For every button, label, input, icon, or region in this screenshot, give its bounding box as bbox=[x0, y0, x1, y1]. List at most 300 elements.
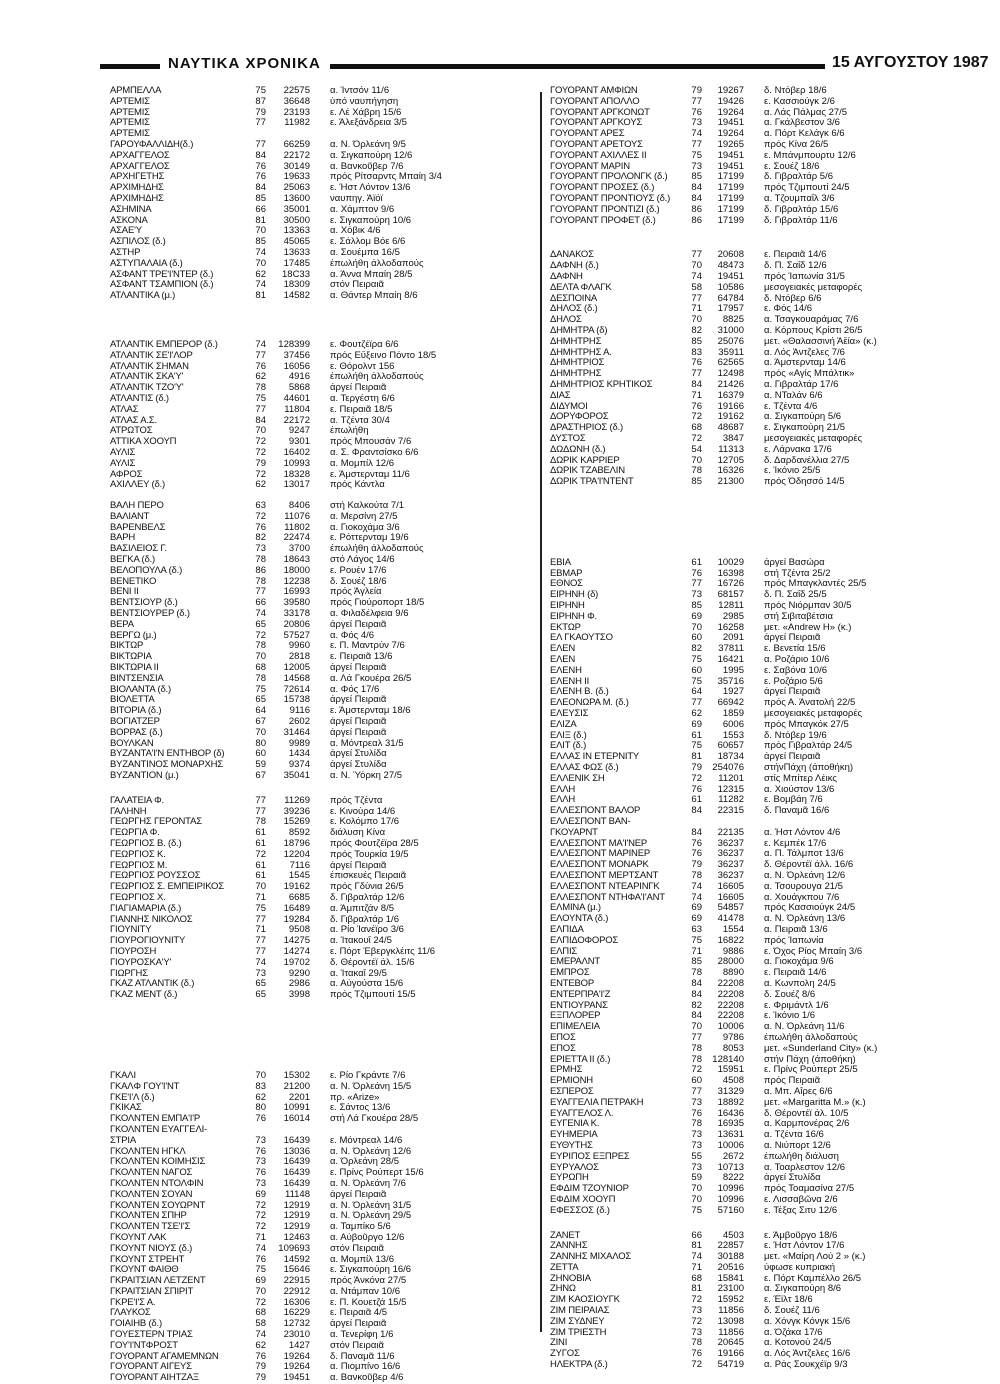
build-year: 74 bbox=[691, 129, 702, 140]
ship-status: ε. Λισσαβῶνα 2/6 bbox=[764, 1194, 838, 1205]
ship-status: άργεί Πειραιᾶ bbox=[330, 1189, 387, 1200]
ship-name: ΒΕΝΤΣΙΟΥΡ (δ.) bbox=[110, 598, 178, 609]
build-year: 74 bbox=[255, 1330, 266, 1341]
ship-name: ΒΥΖΑΝΤΙΟΝ (μ.) bbox=[110, 771, 179, 782]
ship-row bbox=[110, 1114, 520, 1125]
ship-row bbox=[110, 512, 520, 523]
ship-row bbox=[110, 1255, 520, 1266]
ship-name: ΕΥΑΓΓΕΛΟΣ Λ. bbox=[550, 1108, 614, 1119]
ship-status: α. Ροζάριο 10/6 bbox=[764, 655, 830, 666]
ship-name: ΔΗΛΟΣ (δ.) bbox=[550, 304, 598, 315]
build-year: 85 bbox=[255, 193, 266, 204]
ship-row bbox=[550, 731, 960, 742]
build-year: 76 bbox=[255, 1146, 266, 1157]
build-year: 60 bbox=[691, 633, 702, 644]
build-year: 69 bbox=[255, 1189, 266, 1200]
build-year: 68 bbox=[691, 1273, 702, 1284]
ship-row bbox=[110, 1136, 520, 1147]
tonnage: 10993 bbox=[283, 458, 310, 469]
build-year: 75 bbox=[691, 150, 702, 161]
ship-status: ε. Σουέζ 18/6 bbox=[764, 161, 820, 172]
ship-status: δ. Π. Σαΐδ 25/5 bbox=[764, 590, 827, 601]
tonnage: 37456 bbox=[283, 350, 310, 361]
build-year: 72 bbox=[255, 1297, 266, 1308]
tonnage: 4916 bbox=[288, 372, 310, 383]
ship-row bbox=[550, 698, 960, 709]
ship-row bbox=[550, 623, 960, 634]
build-year: 78 bbox=[255, 673, 266, 684]
tonnage: 44601 bbox=[283, 393, 310, 404]
ship-row bbox=[110, 969, 520, 980]
ship-row bbox=[110, 1352, 520, 1363]
ship-name: ΕΝΤΙΟΥΡΑΝΣ bbox=[550, 1000, 608, 1011]
ship-name: ΕΛΛΕΣΠΟΝΤ ΜΑ'Ι'ΝΕΡ bbox=[550, 838, 648, 849]
ship-status: άργεί Πειραιᾶ bbox=[330, 1319, 387, 1330]
ship-name: ΒΑΛΗ ΠΕΡΟ bbox=[110, 501, 164, 512]
build-year: 78 bbox=[691, 968, 702, 979]
ship-row bbox=[550, 806, 960, 817]
ship-row bbox=[550, 1098, 960, 1109]
build-year: 76 bbox=[691, 107, 702, 118]
ship-name: ΓΟΥΟΡΑΝΤ ΠΡΟΝΤΙΖΙ (δ.) bbox=[550, 204, 660, 215]
ship-row bbox=[110, 237, 520, 248]
ship-row bbox=[110, 1093, 520, 1104]
build-year: 69 bbox=[691, 611, 702, 622]
ship-status: ύφωσε κυπριακή bbox=[764, 1262, 836, 1273]
ship-status: ε. Όχος Ρίος Μπαίη 3/6 bbox=[764, 946, 863, 957]
build-year: 74 bbox=[255, 957, 266, 968]
ship-name: ΑΡΧΗΓΕΤΗΣ bbox=[110, 172, 165, 183]
build-year: 72 bbox=[255, 630, 266, 641]
ship-row bbox=[110, 470, 520, 481]
ship-status: άργεί Πειραιᾶ bbox=[764, 687, 821, 698]
ship-status: στήν Πάχη (άποθήκη) bbox=[764, 1054, 856, 1065]
ship-name: ΓΟΥ'Ι'ΝΤΦΡΟΣΤ bbox=[110, 1340, 178, 1351]
ship-name: ΓΟΥΟΡΑΝΤ ΑΓΑΜΕΜΝΩΝ bbox=[110, 1351, 219, 1362]
tonnage: 16306 bbox=[283, 1297, 310, 1308]
ship-list-section bbox=[550, 86, 960, 226]
ship-status: πρός Εὔξεινο Πόντο 18/5 bbox=[330, 350, 437, 361]
build-year: 61 bbox=[255, 871, 266, 882]
ship-status: α. Κοτονού 24/5 bbox=[764, 1338, 832, 1349]
ship-status: πρός Μπαγκόκ 27/5 bbox=[764, 719, 849, 730]
ship-row bbox=[110, 1233, 520, 1244]
ship-status: α. Κωνπολη 24/5 bbox=[764, 978, 836, 989]
ship-status: α. Όζάκα 17/6 bbox=[764, 1327, 823, 1338]
ship-status: πρός Πειραιᾶ bbox=[764, 1076, 821, 1087]
tonnage: 12811 bbox=[718, 601, 744, 612]
ship-row bbox=[550, 97, 960, 108]
ship-row bbox=[110, 904, 520, 915]
ship-name: ΑΡΜΠΕΛΛΑ bbox=[110, 86, 162, 96]
ship-status: α. Ν. Όρλεάνη 9/5 bbox=[330, 139, 406, 150]
ship-row bbox=[110, 372, 520, 383]
ship-row bbox=[110, 1298, 520, 1309]
tonnage: 23010 bbox=[283, 1330, 310, 1341]
tonnage: 11282 bbox=[718, 795, 744, 806]
build-year: 70 bbox=[255, 882, 266, 893]
ship-name: ΗΛΕΚΤΡΑ (δ.) bbox=[550, 1360, 608, 1371]
ship-name: ΒΟΥΛΚΑΝ bbox=[110, 738, 154, 749]
tonnage: 16439 bbox=[283, 1168, 310, 1179]
ship-row bbox=[110, 129, 520, 140]
ship-row bbox=[550, 644, 960, 655]
ship-status: έπωλήθη άλλοδαπούς bbox=[330, 372, 424, 383]
ship-row bbox=[550, 1119, 960, 1130]
tonnage: 28000 bbox=[717, 957, 744, 968]
ship-status: στή Λά Γκουέρα 28/5 bbox=[330, 1114, 419, 1125]
ship-status: άργεί Στυλίδα bbox=[330, 749, 387, 760]
tonnage: 2986 bbox=[288, 979, 310, 990]
tonnage: 10029 bbox=[717, 557, 744, 568]
ship-status: α. Ν. Όρλεάνη 7/6 bbox=[330, 1178, 406, 1189]
ship-name: ΓΙΟΥΡΟΣΚΑ'Υ' bbox=[110, 957, 172, 968]
tonnage: 12705 bbox=[717, 455, 744, 466]
ship-status: α. Τοαρλεστον 12/6 bbox=[764, 1162, 845, 1173]
ship-name: ΖΑΝΝΗΣ ΜΙΧΑΛΟΣ bbox=[550, 1252, 632, 1263]
ship-status bbox=[754, 817, 960, 828]
build-year: 77 bbox=[255, 936, 266, 947]
ship-status: μετ. «Margaritta M.» (κ.) bbox=[764, 1097, 866, 1108]
ship-row bbox=[110, 1265, 520, 1276]
tonnage: 64784 bbox=[717, 293, 744, 304]
ship-name: ΒΕΡΑ bbox=[110, 619, 134, 630]
tonnage: 21200 bbox=[283, 1081, 310, 1092]
ship-row bbox=[550, 348, 960, 359]
tonnage: 22208 bbox=[717, 1011, 744, 1022]
tonnage: 36237 bbox=[717, 860, 744, 871]
ship-row bbox=[110, 426, 520, 437]
ship-name: ΓΙΩΡΓΗΣ bbox=[110, 968, 148, 979]
build-year: 61 bbox=[255, 860, 266, 871]
header-left-rule bbox=[100, 64, 160, 69]
build-year: 76 bbox=[691, 358, 702, 369]
ship-status: ε. Λέ Χάβρη 15/6 bbox=[330, 107, 402, 118]
build-year: 77 bbox=[691, 579, 702, 590]
tonnage: 20516 bbox=[717, 1262, 744, 1273]
ship-name: ΓΟΥΟΡΑΝΤ ΑΡΓΚΟΥΣ bbox=[550, 118, 643, 129]
tonnage: 22172 bbox=[283, 415, 310, 426]
ship-name: ΓΟΥΟΡΑΝΤ ΠΡΟΦΕΤ (δ.) bbox=[550, 215, 656, 226]
ship-row bbox=[550, 1022, 960, 1033]
tonnage: 19451 bbox=[717, 271, 744, 282]
ship-row bbox=[550, 118, 960, 129]
ship-name: ΔΗΛΟΣ bbox=[550, 315, 582, 326]
ship-name: ΕΛΕΥΣΙΣ bbox=[550, 709, 589, 720]
build-year: 72 bbox=[255, 469, 266, 480]
build-year: 70 bbox=[691, 315, 702, 326]
ship-name: ΖΙΜ ΚΑΟΣΙΟΥΓΚ bbox=[550, 1295, 620, 1306]
ship-name: ΑΡΤΕΜΙΣ bbox=[110, 118, 150, 129]
ship-name: ΓΚΑΖ ΑΤΛΑΝΤΙΚ (δ.) bbox=[110, 979, 195, 990]
ship-list-section bbox=[110, 501, 520, 782]
ship-name: ΕΛΠΙΣ bbox=[550, 946, 578, 957]
ship-status: δ. Σουέζ 18/6 bbox=[330, 576, 387, 587]
ship-status: στή Σιβιταβέτσια bbox=[764, 611, 833, 622]
build-year: 76 bbox=[255, 361, 266, 372]
build-year: 72 bbox=[691, 1295, 702, 1306]
ship-name: ΓΚΟΥΝΤ ΛΑΚ bbox=[110, 1232, 167, 1243]
ship-status: πρ. «Arize» bbox=[330, 1092, 380, 1103]
build-year: 70 bbox=[691, 1194, 702, 1205]
build-year: 71 bbox=[691, 304, 702, 315]
build-year: 78 bbox=[691, 871, 702, 881]
ship-row bbox=[550, 709, 960, 720]
ship-row bbox=[110, 577, 520, 588]
tonnage: 25076 bbox=[717, 336, 744, 347]
build-year: 61 bbox=[691, 730, 702, 741]
ship-name: ΑΣΦΑΝΤ ΤΡΕ'Ι'ΝΤΕΡ (δ.) bbox=[110, 269, 214, 280]
ship-row bbox=[110, 1103, 520, 1114]
ship-list-section bbox=[110, 340, 520, 491]
ship-row bbox=[110, 97, 520, 108]
tonnage: 19284 bbox=[283, 914, 310, 925]
build-year: 78 bbox=[691, 1119, 702, 1130]
ship-row bbox=[110, 817, 520, 828]
ship-status: δ. Γιβραλτάρ 1/6 bbox=[330, 914, 399, 925]
build-year bbox=[678, 817, 708, 828]
ship-status: στόν Πειραιᾶ bbox=[330, 280, 384, 291]
ship-name: ΕΡΜΗΣ bbox=[550, 1065, 583, 1076]
ship-status: πρός Τζιμπουτί 24/5 bbox=[764, 183, 850, 194]
ship-row bbox=[110, 871, 520, 882]
ship-row bbox=[550, 936, 960, 947]
ship-status: ε. Κινούρα 14/6 bbox=[330, 806, 396, 817]
build-year: 77 bbox=[691, 698, 702, 709]
build-year: 79 bbox=[691, 860, 702, 871]
ship-name: ΓΟΥΟΡΑΝΤ ΑΙΗΤΖΑΞ bbox=[110, 1373, 199, 1384]
ship-name: ΓΚΑΖ ΜΕΝΤ (δ.) bbox=[110, 990, 178, 1001]
ship-row bbox=[550, 687, 960, 698]
tonnage: 10991 bbox=[283, 1103, 310, 1114]
ship-name: ΓΟΥΟΡΑΝΤ ΑΡΓΚΟΝΩΤ bbox=[550, 107, 650, 118]
tonnage: 14568 bbox=[283, 673, 310, 684]
tonnage: 12732 bbox=[283, 1319, 310, 1330]
tonnage: 16605 bbox=[717, 881, 744, 892]
tonnage: 9374 bbox=[288, 760, 310, 771]
ship-status: άργεί Πειραιᾶ bbox=[330, 727, 387, 738]
ship-row bbox=[110, 609, 520, 620]
ship-name: ΓΟΥΟΡΑΝΤ ΠΡΟΝΤΙΟΥΣ (δ.) bbox=[550, 193, 671, 204]
ship-name: ΑΡΧΙΜΗΔΗΣ bbox=[110, 193, 164, 204]
ship-name: ΖΑΝΕΤ bbox=[550, 1230, 581, 1241]
tonnage: 22315 bbox=[717, 806, 744, 817]
tonnage: 16258 bbox=[717, 622, 744, 633]
tonnage: 22915 bbox=[283, 1276, 310, 1287]
ship-row bbox=[110, 416, 520, 427]
ship-name: ΕΦΔΙΜ ΤΖΟΥΝΙΟΡ bbox=[550, 1184, 629, 1195]
ship-status: ε. Σάλλομ Βόε 6/6 bbox=[330, 237, 406, 248]
ship-status: α. Πόρτ Κελάγκ 6/6 bbox=[764, 129, 845, 140]
ship-status: ε. Τέξας Σιτυ 12/6 bbox=[764, 1205, 838, 1216]
ship-name: ΒΥΖΑΝΤΙΝΟΣ ΜΟΝΑΡΧΗΣ bbox=[110, 760, 223, 771]
ship-name: ΑΤΛΑΝΤΙΣ (δ.) bbox=[110, 393, 169, 404]
build-year: 77 bbox=[691, 96, 702, 107]
ship-list-section bbox=[110, 86, 520, 302]
ship-status: α. Ράς Σουκχέϊρ 9/3 bbox=[764, 1360, 848, 1371]
build-year: 55 bbox=[691, 1151, 702, 1162]
build-year: 72 bbox=[691, 1316, 702, 1327]
ship-row bbox=[110, 480, 520, 491]
tonnage: 35041 bbox=[283, 771, 310, 782]
tonnage: 15302 bbox=[283, 1070, 310, 1081]
ship-status: δ. Σουέζ 11/6 bbox=[764, 1306, 820, 1317]
ship-status: ε. Ίκόνιο 1/6 bbox=[764, 1011, 816, 1022]
ship-row bbox=[110, 108, 520, 119]
ship-name: ΑΦΡΟΣ bbox=[110, 469, 143, 480]
ship-status: α. Τσαγκουαράμας 7/6 bbox=[764, 315, 859, 326]
ship-row bbox=[550, 1152, 960, 1163]
build-year: 73 bbox=[691, 1327, 702, 1338]
build-year: 75 bbox=[691, 741, 702, 752]
tonnage: 13017 bbox=[283, 480, 310, 491]
ship-row bbox=[550, 1044, 960, 1055]
build-year: 68 bbox=[255, 663, 266, 674]
ship-row bbox=[110, 351, 520, 362]
ship-row bbox=[110, 183, 520, 194]
ship-name: ΓΕΩΡΓΙΟΣ Κ. bbox=[110, 849, 166, 860]
tonnage: 12005 bbox=[283, 663, 310, 674]
ship-status: α. Βανκοῦβερ 7/6 bbox=[330, 161, 404, 172]
ship-name: ΒΑΛΙΑΝΤ bbox=[110, 511, 150, 522]
ship-row bbox=[550, 1087, 960, 1098]
ship-status: έπωλήθη άλλοδαπούς bbox=[330, 544, 424, 555]
tonnage: 54719 bbox=[717, 1360, 744, 1371]
build-year: 82 bbox=[691, 325, 702, 336]
build-year: 75 bbox=[691, 676, 702, 687]
tonnage: 66259 bbox=[283, 139, 310, 150]
build-year: 70 bbox=[255, 258, 266, 269]
ship-name: ΕΛΛΑΣ ΦΩΣ (δ.) bbox=[550, 763, 619, 774]
ship-status: πρός Φουτζέϊρα 28/5 bbox=[330, 839, 419, 849]
ship-row bbox=[550, 785, 960, 796]
ship-status: α. Μόντρεαλ 31/5 bbox=[330, 738, 404, 749]
ship-status: στίς Μπίτερ Λέικς bbox=[764, 773, 837, 784]
ship-status: ε. Φός 14/6 bbox=[764, 304, 813, 315]
tonnage: 36648 bbox=[283, 96, 310, 107]
build-year: 84 bbox=[691, 183, 702, 194]
tonnage: 22208 bbox=[717, 978, 744, 989]
ship-name: ΓΟΥΟΡΑΝΤ ΑΡΕΣ bbox=[550, 129, 625, 140]
tonnage: 8825 bbox=[722, 315, 744, 326]
ship-row bbox=[110, 151, 520, 162]
ship-name: ΖΙΜ ΠΕΙΡΑΙΑΣ bbox=[550, 1306, 610, 1317]
ship-row bbox=[550, 358, 960, 369]
ship-name: ΕΚΤΩΡ bbox=[550, 622, 581, 633]
ship-status: α. Φιλαδέλφεια 9/6 bbox=[330, 609, 409, 620]
tonnage: 19451 bbox=[717, 150, 744, 161]
ship-row bbox=[110, 394, 520, 405]
ship-status: α. Ν. Όρλεάνη 11/6 bbox=[764, 1022, 845, 1033]
ship-status: α. Τσουρουγα 21/5 bbox=[764, 881, 843, 892]
tonnage bbox=[272, 129, 320, 140]
ship-status: α. Τζέντα 16/6 bbox=[764, 1130, 824, 1141]
ship-row bbox=[550, 925, 960, 936]
build-year: 87 bbox=[255, 96, 266, 107]
ship-name: ΕΥΡΥΑΛΟΣ bbox=[550, 1162, 599, 1173]
ship-name: ΒΑΡΕΝΒΕΛΣ bbox=[110, 522, 166, 533]
ship-status: μετ. «Μαίρη Λού 2 » (κ.) bbox=[764, 1252, 866, 1263]
tonnage: 36237 bbox=[717, 871, 744, 881]
ship-row bbox=[110, 925, 520, 936]
tonnage: 9290 bbox=[288, 968, 310, 979]
ship-name: ΓΚΟΛΝΤΕΝ ΣΟΥΑΝ bbox=[110, 1189, 193, 1200]
build-year: 76 bbox=[255, 522, 266, 533]
ship-name: ΓΕΩΡΓΙΑ Φ. bbox=[110, 828, 160, 839]
ship-status: ε. Ήστ Λόντον 17/6 bbox=[764, 1241, 845, 1252]
build-year: 62 bbox=[255, 480, 266, 491]
ship-name: ΖΗΝΩ bbox=[550, 1284, 576, 1295]
ship-row bbox=[550, 860, 960, 871]
ship-row bbox=[550, 947, 960, 958]
ship-status: ε. Σιγκαπούρη 21/5 bbox=[764, 423, 846, 434]
column-divider bbox=[540, 92, 542, 1332]
build-year: 72 bbox=[691, 773, 702, 784]
tonnage: 11982 bbox=[284, 118, 310, 129]
ship-name: ΑΥΛΙΣ bbox=[110, 447, 136, 458]
ship-name: ΓΕΩΡΓΙΟΣ Β. (δ.) bbox=[110, 839, 182, 849]
tonnage: 41478 bbox=[717, 914, 744, 925]
tonnage: 12463 bbox=[283, 1232, 310, 1243]
ship-status: α. Ήστ Λόντον 4/6 bbox=[764, 827, 841, 838]
ship-status: α. Ν. Όρλεάνη 13/6 bbox=[764, 914, 846, 925]
ship-status: ε. Κασσιούγκ 2/6 bbox=[764, 96, 835, 107]
tonnage: 11076 bbox=[284, 511, 310, 522]
ship-name: ΕΠΟΣ bbox=[550, 1032, 576, 1043]
ship-row bbox=[110, 641, 520, 652]
ship-status: πρός Ίαπωνία 31/5 bbox=[764, 271, 845, 282]
ship-name: ΓΕΩΡΓΙΟΣ Σ. ΕΜΠΕΙΡΙΚΟΣ bbox=[110, 882, 224, 893]
tonnage bbox=[708, 817, 754, 828]
ship-status: α. Ίτακαΐ 29/5 bbox=[330, 968, 387, 979]
build-year: 67 bbox=[255, 771, 266, 782]
ship-row bbox=[110, 1244, 520, 1255]
tonnage: 8890 bbox=[722, 968, 744, 979]
tonnage: 4503 bbox=[722, 1230, 744, 1241]
build-year: 73 bbox=[691, 118, 702, 129]
tonnage: 16402 bbox=[283, 447, 310, 458]
ship-row bbox=[110, 796, 520, 807]
tonnage: 17199 bbox=[717, 193, 744, 204]
build-year: 71 bbox=[255, 1232, 266, 1243]
build-year: 63 bbox=[255, 501, 266, 512]
ship-name: ΓΚΟΥΝΤ ΝΙΟΥΣ (δ.) bbox=[110, 1243, 193, 1254]
ship-row bbox=[550, 380, 960, 391]
ship-name: ΖΙΜ ΣΥΔΝΕΥ bbox=[550, 1316, 605, 1327]
ship-row bbox=[550, 903, 960, 914]
build-year: 76 bbox=[691, 838, 702, 849]
build-year: 65 bbox=[255, 695, 266, 706]
build-year: 83 bbox=[691, 347, 702, 358]
ship-status: ε. Άμστερνταμ 11/6 bbox=[330, 469, 410, 480]
tonnage: 12919 bbox=[283, 1222, 310, 1233]
ship-status: ε. Π. Κουετζά 15/5 bbox=[330, 1297, 407, 1308]
tonnage: 109693 bbox=[278, 1243, 310, 1254]
tonnage: 35911 bbox=[718, 347, 744, 358]
ship-status: ε. Σάντος 13/6 bbox=[330, 1103, 391, 1114]
tonnage: 16229 bbox=[283, 1308, 310, 1319]
build-year: 69 bbox=[691, 903, 702, 914]
ship-name: ΓΕΩΡΓΙΟΣ ΡΟΥΣΣΟΣ bbox=[110, 871, 201, 882]
ship-row bbox=[550, 1065, 960, 1076]
build-year: 86 bbox=[691, 215, 702, 226]
ship-status: ε. Πειραιᾶ 13/6 bbox=[330, 652, 393, 663]
ship-name: ΕΛΛΗ bbox=[550, 795, 576, 806]
ship-name: ΒΕΝΤΣΙΟΥΡΕΡ (δ.) bbox=[110, 609, 190, 620]
ship-row bbox=[550, 1195, 960, 1206]
ship-row bbox=[550, 968, 960, 979]
tonnage: 16993 bbox=[283, 587, 310, 598]
